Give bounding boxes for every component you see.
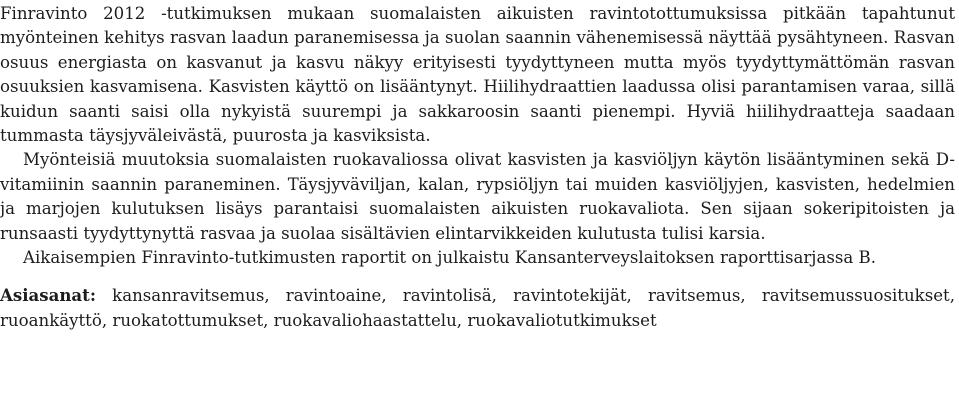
abstract-paragraph-1: Finravinto 2012 -tutkimuksen mukaan suomalaisten aikuisten ravintotottumuksissa pitkään tapahtunut myönteinen kehitys rasvan laadun paranemisessa ja suolan saannin vähenemisessä näyttää pysähtyneen. Rasvan osuus energiasta on kasvanut ja kasvu näkyy erityisesti tyydyttyneen mutta myös tyydyttymättömän rasvan osuuksien kasvamisena. Kasvisten käyttö on lisääntynyt. Hiilihydraattien laadussa olisi parantamisen varaa, sillä kuidun saanti saisi olla nykyistä suurempi ja sakkaroosin saanti pienempi. Hyviä hiilihydraatteja saadaan tummasta täysjyväleivästä, puurosta ja kasviksista. [0, 4, 955, 146]
keywords-text: kansanravitsemus, ravintoaine, ravintolisä, ravintotekijät, ravitsemus, ravitsemussuositukset, ruoankäyttö, ruokatottumukset, ruokavaliohaastattelu, ruokavaliotutkimukset [0, 286, 955, 330]
abstract-paragraph-2: Myönteisiä muutoksia suomalaisten ruokavaliossa olivat kasvisten ja kasviöljyn käytön lisääntyminen sekä D-vitamiinin saannin paraneminen. Täysjyväviljan, kalan, rypsiöljyn tai muiden kasviöljyjen, kasvisten, hedelmien ja marjojen kulutuksen lisäys parantaisi suomalaisten aikuisten ruokavaliota. Sen sijaan sokeripitoisten ja runsaasti tyydyttynyttä rasvaa ja suolaa sisältävien elintarvikkeiden kulutusta tulisi karsia. [0, 150, 955, 243]
keywords-label: Asiasanat: [0, 285, 96, 306]
abstract-paragraph-3: Aikaisempien Finravinto-tutkimusten raportit on julkaistu Kansanterveyslaitoksen raporttisarjassa B. [23, 248, 877, 268]
keywords-line [0, 283, 955, 333]
